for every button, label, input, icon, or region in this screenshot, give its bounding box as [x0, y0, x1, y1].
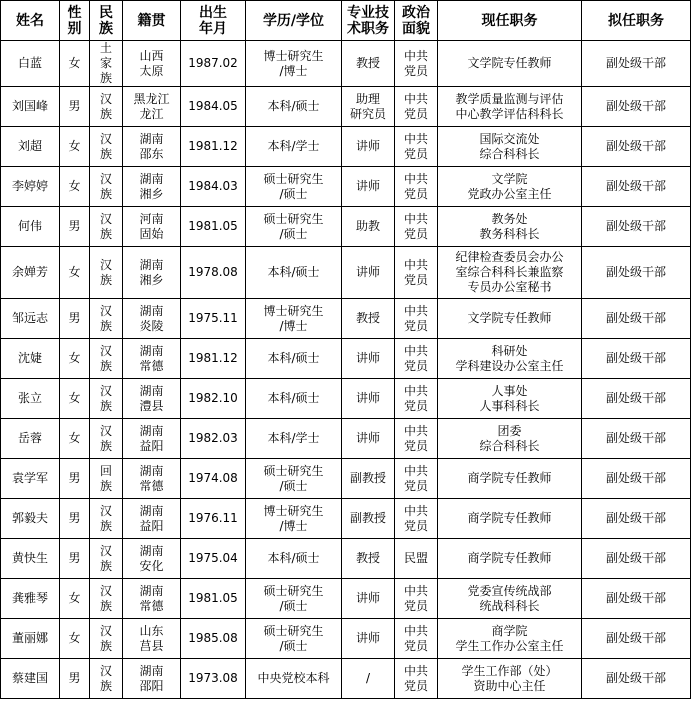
table-row — [1, 167, 691, 207]
cell-current: 商学院专任教师 — [438, 499, 582, 539]
cell-education: 本科/硕士 — [246, 379, 342, 419]
table-row — [1, 127, 691, 167]
cell-gender: 男 — [60, 459, 90, 499]
cell-origin: 湖南 益阳 — [123, 499, 181, 539]
cell-gender: 女 — [60, 379, 90, 419]
cell-education: 博士研究生 /博士 — [246, 299, 342, 339]
cell-title: 副教授 — [342, 459, 395, 499]
cell-current: 文学院专任教师 — [438, 299, 582, 339]
cell-birth: 1976.11 — [181, 499, 246, 539]
cell-proposed: 副处级干部 — [582, 539, 691, 579]
cell-birth: 1975.11 — [181, 299, 246, 339]
cell-education: 本科/学士 — [246, 419, 342, 459]
header-title: 专业技 术职务 — [342, 1, 395, 41]
cell-education: 硕士研究生 /硕士 — [246, 459, 342, 499]
cell-party: 中共 党员 — [395, 659, 438, 699]
cell-ethnicity: 汉 族 — [90, 619, 123, 659]
cell-name: 董丽娜 — [1, 619, 60, 659]
cell-party: 中共 党员 — [395, 167, 438, 207]
cell-current: 人事处 人事科科长 — [438, 379, 582, 419]
cell-proposed: 副处级干部 — [582, 619, 691, 659]
header-party: 政治 面貌 — [395, 1, 438, 41]
cell-origin: 湖南 湘乡 — [123, 247, 181, 299]
cell-title: 教授 — [342, 41, 395, 87]
cell-party: 中共 党员 — [395, 579, 438, 619]
cell-birth: 1975.04 — [181, 539, 246, 579]
cell-gender: 女 — [60, 167, 90, 207]
cell-title: 讲师 — [342, 379, 395, 419]
cell-title: 讲师 — [342, 339, 395, 379]
header-education: 学历/学位 — [246, 1, 342, 41]
cell-proposed: 副处级干部 — [582, 299, 691, 339]
cell-gender: 女 — [60, 619, 90, 659]
cell-current: 教务处 教务科科长 — [438, 207, 582, 247]
cell-birth: 1981.12 — [181, 339, 246, 379]
cell-party: 中共 党员 — [395, 127, 438, 167]
cell-name: 张立 — [1, 379, 60, 419]
table-row — [1, 619, 691, 659]
cell-education: 本科/硕士 — [246, 339, 342, 379]
cell-proposed: 副处级干部 — [582, 579, 691, 619]
cell-education: 中央党校本科 — [246, 659, 342, 699]
cell-proposed: 副处级干部 — [582, 247, 691, 299]
cell-birth: 1982.03 — [181, 419, 246, 459]
cell-current: 学生工作部（处） 资助中心主任 — [438, 659, 582, 699]
cell-ethnicity: 汉 族 — [90, 299, 123, 339]
cell-gender: 男 — [60, 207, 90, 247]
cell-name: 岳蓉 — [1, 419, 60, 459]
header-current: 现任职务 — [438, 1, 582, 41]
cell-origin: 湖南 炎陵 — [123, 299, 181, 339]
cell-party: 民盟 — [395, 539, 438, 579]
cell-gender: 男 — [60, 499, 90, 539]
header-gender: 性 别 — [60, 1, 90, 41]
cell-party: 中共 党员 — [395, 247, 438, 299]
table-row — [1, 539, 691, 579]
cell-party: 中共 党员 — [395, 499, 438, 539]
cell-party: 中共 党员 — [395, 379, 438, 419]
cell-name: 邹远志 — [1, 299, 60, 339]
cell-birth: 1985.08 — [181, 619, 246, 659]
cell-gender: 女 — [60, 339, 90, 379]
cell-title: 副教授 — [342, 499, 395, 539]
table-row — [1, 247, 691, 299]
table-row — [1, 207, 691, 247]
cell-education: 硕士研究生 /硕士 — [246, 207, 342, 247]
cell-proposed: 副处级干部 — [582, 659, 691, 699]
cell-name: 龚雅琴 — [1, 579, 60, 619]
cell-ethnicity: 回 族 — [90, 459, 123, 499]
cell-ethnicity: 汉 族 — [90, 659, 123, 699]
header-row — [1, 1, 691, 41]
cell-birth: 1982.10 — [181, 379, 246, 419]
cell-origin: 湖南 湘乡 — [123, 167, 181, 207]
cell-education: 本科/学士 — [246, 127, 342, 167]
cell-proposed: 副处级干部 — [582, 167, 691, 207]
cell-origin: 湖南 常德 — [123, 339, 181, 379]
table-row — [1, 499, 691, 539]
cell-origin: 湖南 常德 — [123, 459, 181, 499]
cell-birth: 1984.03 — [181, 167, 246, 207]
cell-ethnicity: 汉 族 — [90, 499, 123, 539]
cell-title: 教授 — [342, 299, 395, 339]
cell-name: 何伟 — [1, 207, 60, 247]
cell-ethnicity: 汉 族 — [90, 539, 123, 579]
cell-party: 中共 党员 — [395, 299, 438, 339]
cell-title: 讲师 — [342, 619, 395, 659]
cell-gender: 女 — [60, 41, 90, 87]
cell-education: 本科/硕士 — [246, 247, 342, 299]
header-name: 姓名 — [1, 1, 60, 41]
cell-current: 教学质量监测与评估 中心教学评估科科长 — [438, 87, 582, 127]
cell-proposed: 副处级干部 — [582, 339, 691, 379]
cell-origin: 湖南 澧县 — [123, 379, 181, 419]
cell-title: 讲师 — [342, 127, 395, 167]
table-row — [1, 579, 691, 619]
cell-title: 讲师 — [342, 579, 395, 619]
cell-gender: 女 — [60, 127, 90, 167]
cell-ethnicity: 汉 族 — [90, 579, 123, 619]
cell-current: 文学院 党政办公室主任 — [438, 167, 582, 207]
cell-name: 蔡建国 — [1, 659, 60, 699]
cell-birth: 1981.12 — [181, 127, 246, 167]
cell-origin: 湖南 邵东 — [123, 127, 181, 167]
cell-birth: 1978.08 — [181, 247, 246, 299]
cell-name: 黄快生 — [1, 539, 60, 579]
cell-current: 商学院专任教师 — [438, 539, 582, 579]
cell-current: 纪律检查委员会办公 室综合科科长兼监察 专员办公室秘书 — [438, 247, 582, 299]
cell-proposed: 副处级干部 — [582, 499, 691, 539]
cell-birth: 1984.05 — [181, 87, 246, 127]
cell-gender: 女 — [60, 579, 90, 619]
cell-name: 余婵芳 — [1, 247, 60, 299]
cell-name: 刘国峰 — [1, 87, 60, 127]
header-birth: 出生 年月 — [181, 1, 246, 41]
cell-birth: 1981.05 — [181, 579, 246, 619]
cell-title: 教授 — [342, 539, 395, 579]
cell-proposed: 副处级干部 — [582, 87, 691, 127]
cell-education: 博士研究生 /博士 — [246, 41, 342, 87]
cell-origin: 黑龙江 龙江 — [123, 87, 181, 127]
cell-gender: 女 — [60, 247, 90, 299]
cell-current: 商学院 学生工作办公室主任 — [438, 619, 582, 659]
table-row — [1, 379, 691, 419]
cell-education: 本科/硕士 — [246, 539, 342, 579]
table-row — [1, 87, 691, 127]
cell-birth: 1974.08 — [181, 459, 246, 499]
cell-origin: 湖南 常德 — [123, 579, 181, 619]
cell-party: 中共 党员 — [395, 619, 438, 659]
cell-title: 讲师 — [342, 419, 395, 459]
table-body — [1, 41, 691, 699]
cell-education: 硕士研究生 /硕士 — [246, 619, 342, 659]
cell-current: 商学院专任教师 — [438, 459, 582, 499]
cell-ethnicity: 汉 族 — [90, 247, 123, 299]
cell-name: 白蓝 — [1, 41, 60, 87]
cell-education: 博士研究生 /博士 — [246, 499, 342, 539]
cell-proposed: 副处级干部 — [582, 379, 691, 419]
cell-proposed: 副处级干部 — [582, 127, 691, 167]
cell-ethnicity: 汉 族 — [90, 339, 123, 379]
cell-name: 袁学军 — [1, 459, 60, 499]
cell-proposed: 副处级干部 — [582, 41, 691, 87]
header-proposed: 拟任职务 — [582, 1, 691, 41]
cell-title: 讲师 — [342, 247, 395, 299]
cell-name: 沈婕 — [1, 339, 60, 379]
cell-birth: 1987.02 — [181, 41, 246, 87]
table-row — [1, 419, 691, 459]
cell-party: 中共 党员 — [395, 207, 438, 247]
cell-ethnicity: 汉 族 — [90, 207, 123, 247]
cell-title: 助理 研究员 — [342, 87, 395, 127]
table-row — [1, 41, 691, 87]
cell-origin: 湖南 安化 — [123, 539, 181, 579]
cell-proposed: 副处级干部 — [582, 459, 691, 499]
cell-gender: 男 — [60, 299, 90, 339]
table-row — [1, 339, 691, 379]
cell-education: 本科/硕士 — [246, 87, 342, 127]
cell-birth: 1981.05 — [181, 207, 246, 247]
cell-ethnicity: 汉 族 — [90, 127, 123, 167]
cell-ethnicity: 土 家 族 — [90, 41, 123, 87]
cell-current: 党委宣传统战部 统战科科长 — [438, 579, 582, 619]
cell-gender: 男 — [60, 539, 90, 579]
cell-gender: 男 — [60, 87, 90, 127]
cell-current: 国际交流处 综合科科长 — [438, 127, 582, 167]
cell-proposed: 副处级干部 — [582, 207, 691, 247]
cell-ethnicity: 汉 族 — [90, 379, 123, 419]
cell-education: 硕士研究生 /硕士 — [246, 579, 342, 619]
cell-current: 文学院专任教师 — [438, 41, 582, 87]
cell-education: 硕士研究生 /硕士 — [246, 167, 342, 207]
cell-current: 科研处 学科建设办公室主任 — [438, 339, 582, 379]
header-ethnicity: 民 族 — [90, 1, 123, 41]
cell-origin: 河南 固始 — [123, 207, 181, 247]
cell-title: 助教 — [342, 207, 395, 247]
cell-origin: 湖南 邵阳 — [123, 659, 181, 699]
table-row — [1, 659, 691, 699]
cell-party: 中共 党员 — [395, 339, 438, 379]
cell-party: 中共 党员 — [395, 419, 438, 459]
cell-ethnicity: 汉 族 — [90, 87, 123, 127]
cell-origin: 湖南 益阳 — [123, 419, 181, 459]
cell-ethnicity: 汉 族 — [90, 419, 123, 459]
cell-gender: 女 — [60, 419, 90, 459]
header-origin: 籍贯 — [123, 1, 181, 41]
cell-birth: 1973.08 — [181, 659, 246, 699]
cell-title: / — [342, 659, 395, 699]
cell-name: 李婷婷 — [1, 167, 60, 207]
cell-proposed: 副处级干部 — [582, 419, 691, 459]
cell-origin: 山东 莒县 — [123, 619, 181, 659]
cell-party: 中共 党员 — [395, 87, 438, 127]
cell-name: 郭毅夫 — [1, 499, 60, 539]
cell-title: 讲师 — [342, 167, 395, 207]
cell-ethnicity: 汉 族 — [90, 167, 123, 207]
cell-name: 刘超 — [1, 127, 60, 167]
table-row — [1, 299, 691, 339]
cell-current: 团委 综合科科长 — [438, 419, 582, 459]
cell-party: 中共 党员 — [395, 41, 438, 87]
cell-origin: 山西 太原 — [123, 41, 181, 87]
table-row — [1, 459, 691, 499]
cell-party: 中共 党员 — [395, 459, 438, 499]
cell-gender: 男 — [60, 659, 90, 699]
